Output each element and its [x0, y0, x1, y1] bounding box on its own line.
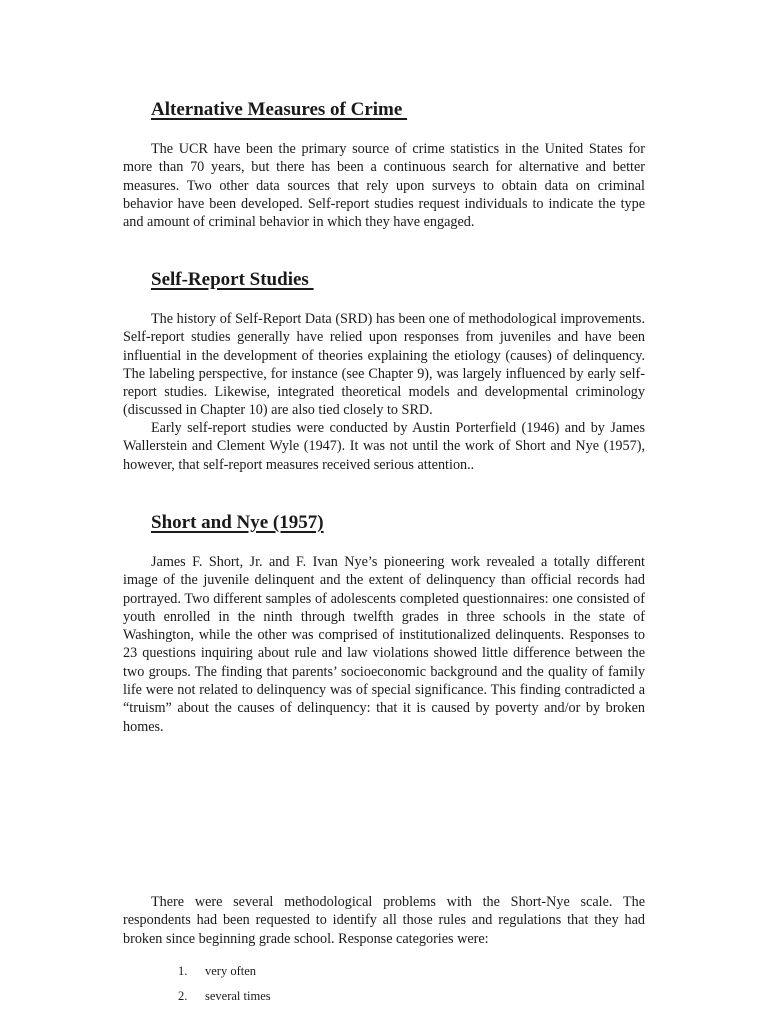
section-heading-self-report-studies: Self-Report Studies — [151, 269, 314, 290]
list-item-label: very often — [205, 964, 257, 978]
paragraph-srd-history: The history of Self-Report Data (SRD) has been one of methodological improvements. Self-report studies generally have relied upon responses from juveniles and have been influential in the development of theories explaining the etiology (causes) of delinquency. The labeling perspective, for instance (see Chapter 9), was largely influenced by early self-report studies. Likewise, integrated theoretical models and developmental criminology (discussed in Chapter 10) are also tied closely to SRD. — [123, 311, 645, 419]
paragraph-short-nye-work: James F. Short, Jr. and F. Ivan Nye’s pioneering work revealed a totally different image of the juvenile delinquent and the extent of delinquency than official records had portrayed. Two different samples of adolescents completed questionnaires: one consisted of youth enrolled in the ninth through twelfth grades in three schools in the state of Washington, while the other was comprised of institutionalized delinquents. Responses to 23 questions inquiring about rule and law violations showed little difference between the two groups. The finding that parents’ socioeconomic background and the quality of family life were not related to delinquency was of special significance. This finding contradicted a “truism” about the causes of delinquency: that it is caused by poverty and/or by broken homes. — [123, 554, 645, 735]
list-item — [178, 986, 271, 1011]
paragraph-methodological-problems: There were several methodological problems with the Short-Nye scale. The respondents had been requested to identify all those rules and regulations that they had broken since beginning grade school. Response categories were: — [123, 894, 645, 947]
paragraph-ucr: The UCR have been the primary source of crime statistics in the United States for more than 70 years, but there has been a continuous search for alternative and better measures. Two other data sources that rely upon surveys to obtain data on criminal behavior have been developed. Self-report studies request individuals to indicate the type and amount of criminal behavior in which they have engaged. — [123, 141, 645, 231]
list-item — [178, 961, 271, 986]
section-heading-short-and-nye: Short and Nye (1957) — [151, 512, 324, 533]
section-heading-alternative-measures: Alternative Measures of Crime — [151, 99, 408, 120]
list-item-number: 2. — [178, 989, 188, 1003]
paragraph-early-studies: Early self-report studies were conducted by Austin Porterfield (1946) and by James Wallerstein and Clement Wyle (1947). It was not until the work of Short and Nye (1957), however, that self-report measures received serious attention.. — [123, 420, 645, 473]
list-item-label: several times — [205, 989, 271, 1003]
response-categories-list — [178, 961, 271, 1011]
list-item-number: 1. — [178, 964, 188, 978]
